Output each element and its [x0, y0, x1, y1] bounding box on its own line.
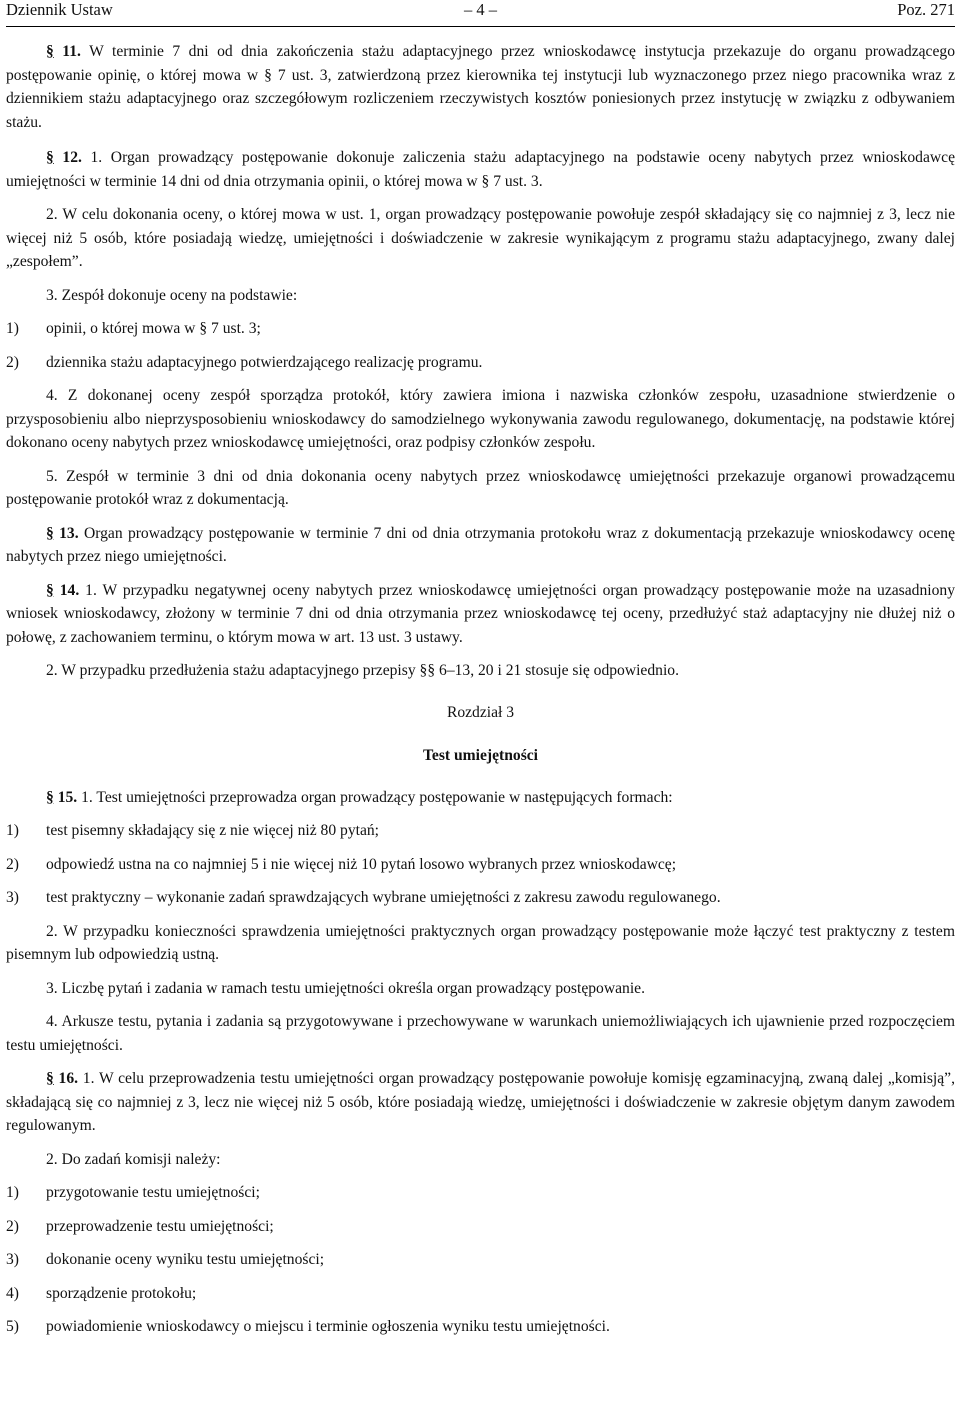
position-number: Poz. 271: [897, 0, 955, 19]
paragraph-12-section-5: 5. Zespół w terminie 3 dni od dnia dokonania oceny nabytych przez wnioskodawcę umiejętności przekazuje organowi prowadzącemu postępowanie protokół wraz z dokumentacją.: [6, 467, 955, 508]
paragraph-15-section-1: § 15. 1. Test umiejętności przeprowadza organ prowadzący postępowanie w następujących formach:: [46, 788, 673, 806]
paragraph-15-section-4: 4. Arkusze testu, pytania i zadania są przygotowywane i przechowywane w warunkach uniemożliwiających ich ujawnienie przed rozpoczęciem testu umiejętności.: [6, 1013, 955, 1054]
list-item: 1) przygotowanie testu umiejętności;: [6, 1184, 260, 1201]
paragraph-14-section-1: § 14. 1. W przypadku negatywnej oceny nabytych przez wnioskodawcę umiejętności organ prowadzący postępowanie może na uzasadniony wniosek wnioskodawcy, złożony w terminie 7 dni od dnia otrzymania przez wnioskodawcę tej oceny, przedłużyć staż adaptacyjny nie dłużej niż o połowę, z zachowaniem terminu, o którym mowa w art. 13 ust. 3 ustawy.: [6, 581, 955, 646]
list-item: 3) dokonanie oceny wyniku testu umiejętności;: [6, 1251, 325, 1268]
paragraph-15-section-3: 3. Liczbę pytań i zadania w ramach testu umiejętności określa organ prowadzący postępowanie.: [46, 979, 645, 997]
paragraph-11: § 11. W terminie 7 dni od dnia zakończenia stażu adaptacyjnego przez wnioskodawcę instytucja przekazuje do organu prowadzącego postępowanie opinię, o której mowa w § 7 ust. 3, zatwierdzoną przez kierownika tej instytucji lub wyznaczonego przez niego pracownika wraz z dziennikiem stażu adaptacyjnego oraz szczegółowym rozliczeniem rzeczywistych kosztów poniesionych przez instytucję w związku z odbywaniem stażu.: [6, 43, 955, 131]
chapter-title: Test umiejętności: [422, 747, 539, 764]
paragraph-12-section-4: 4. Z dokonanej oceny zespół sporządza protokół, który zawiera imiona i nazwiska członków zespołu, uzasadnione stwierdzenie o przysposobieniu albo nieprzysposobieniu wnioskodawcy do samodzielnego wykonywania zawodu regulowanego, dokumentację, na podstawie której dokonano oceny nabytych przez wnioskodawcę umiejętności, oraz podpisy członków zespołu.: [6, 387, 955, 451]
paragraph-16-section-2: 2. Do zadań komisji należy:: [46, 1150, 221, 1168]
paragraph-15-section-2: 2. W przypadku konieczności sprawdzenia umiejętności praktycznych organ prowadzący postępowanie może łączyć test praktyczny z testem pisemnym lub odpowiedzią ustną.: [6, 922, 955, 963]
paragraph-13: § 13. Organ prowadzący postępowanie w terminie 7 dni od dnia otrzymania protokołu wraz z dokumentacją przekazuje wnioskodawcy ocenę nabytych przez niego umiejętności.: [6, 524, 955, 565]
list-item: 1) test pisemny składający się z nie więcej niż 80 pytań;: [6, 822, 379, 839]
paragraph-12-section-1: § 12. 1. Organ prowadzący postępowanie dokonuje zaliczenia stażu adaptacyjnego na podstawie oceny nabytych przez wnioskodawcę umiejętności w terminie 14 dni od dnia otrzymania opinii, o której mowa w § 7 ust. 3.: [6, 149, 955, 190]
list-item: 4) sporządzenie protokołu;: [6, 1284, 197, 1302]
page-number: – 4 –: [464, 0, 497, 19]
list-item: 2) odpowiedź ustna na co najmniej 5 i nie więcej niż 10 pytań losowo wybranych przez wnioskodawcę;: [6, 855, 677, 873]
list-item: 5) powiadomienie wnioskodawcy o miejscu i terminie ogłoszenia wyniku testu umiejętności.: [6, 1318, 610, 1335]
list-item: 1) opinii, o której mowa w § 7 ust. 3;: [6, 320, 261, 337]
chapter-label: Rozdział 3: [446, 703, 515, 721]
list-item: 2) przeprowadzenie testu umiejętności;: [6, 1217, 274, 1235]
paragraph-12-section-3: 3. Zespół dokonuje oceny na podstawie:: [46, 286, 298, 304]
list-item: 2) dziennika stażu adaptacyjnego potwierdzającego realizację programu.: [6, 353, 483, 371]
list-item: 3) test praktyczny – wykonanie zadań sprawdzających wybrane umiejętności z zakresu zawodu regulowanego.: [6, 889, 721, 906]
journal-title: Dziennik Ustaw: [6, 0, 113, 19]
paragraph-16-section-1: § 16. 1. W celu przeprowadzenia testu umiejętności organ prowadzący postępowanie powołuje komisję egzaminacyjną, zwaną dalej „komisją”, składającą się co najmniej z 3, lecz nie więcej niż 5 osób, które posiadają wiedzę, umiejętności i doświadczenie w zakresie objętym danym zawodem regulowanym.: [6, 1070, 955, 1134]
paragraph-12-section-2: 2. W celu dokonania oceny, o której mowa w ust. 1, organ prowadzący postępowanie powołuje zespół składający się co najmniej z 3, lecz nie więcej niż 5 osób, które posiadają wiedzę, umiejętności i doświadczenie w zakresie wynikającym z programu stażu adaptacyjnego, zwany dalej „zespołem”.: [6, 206, 955, 270]
paragraph-14-section-2: 2. W przypadku przedłużenia stażu adaptacyjnego przepisy §§ 6–13, 20 i 21 stosuje się odpowiednio.: [46, 662, 679, 679]
page-header: [6, 0, 955, 27]
